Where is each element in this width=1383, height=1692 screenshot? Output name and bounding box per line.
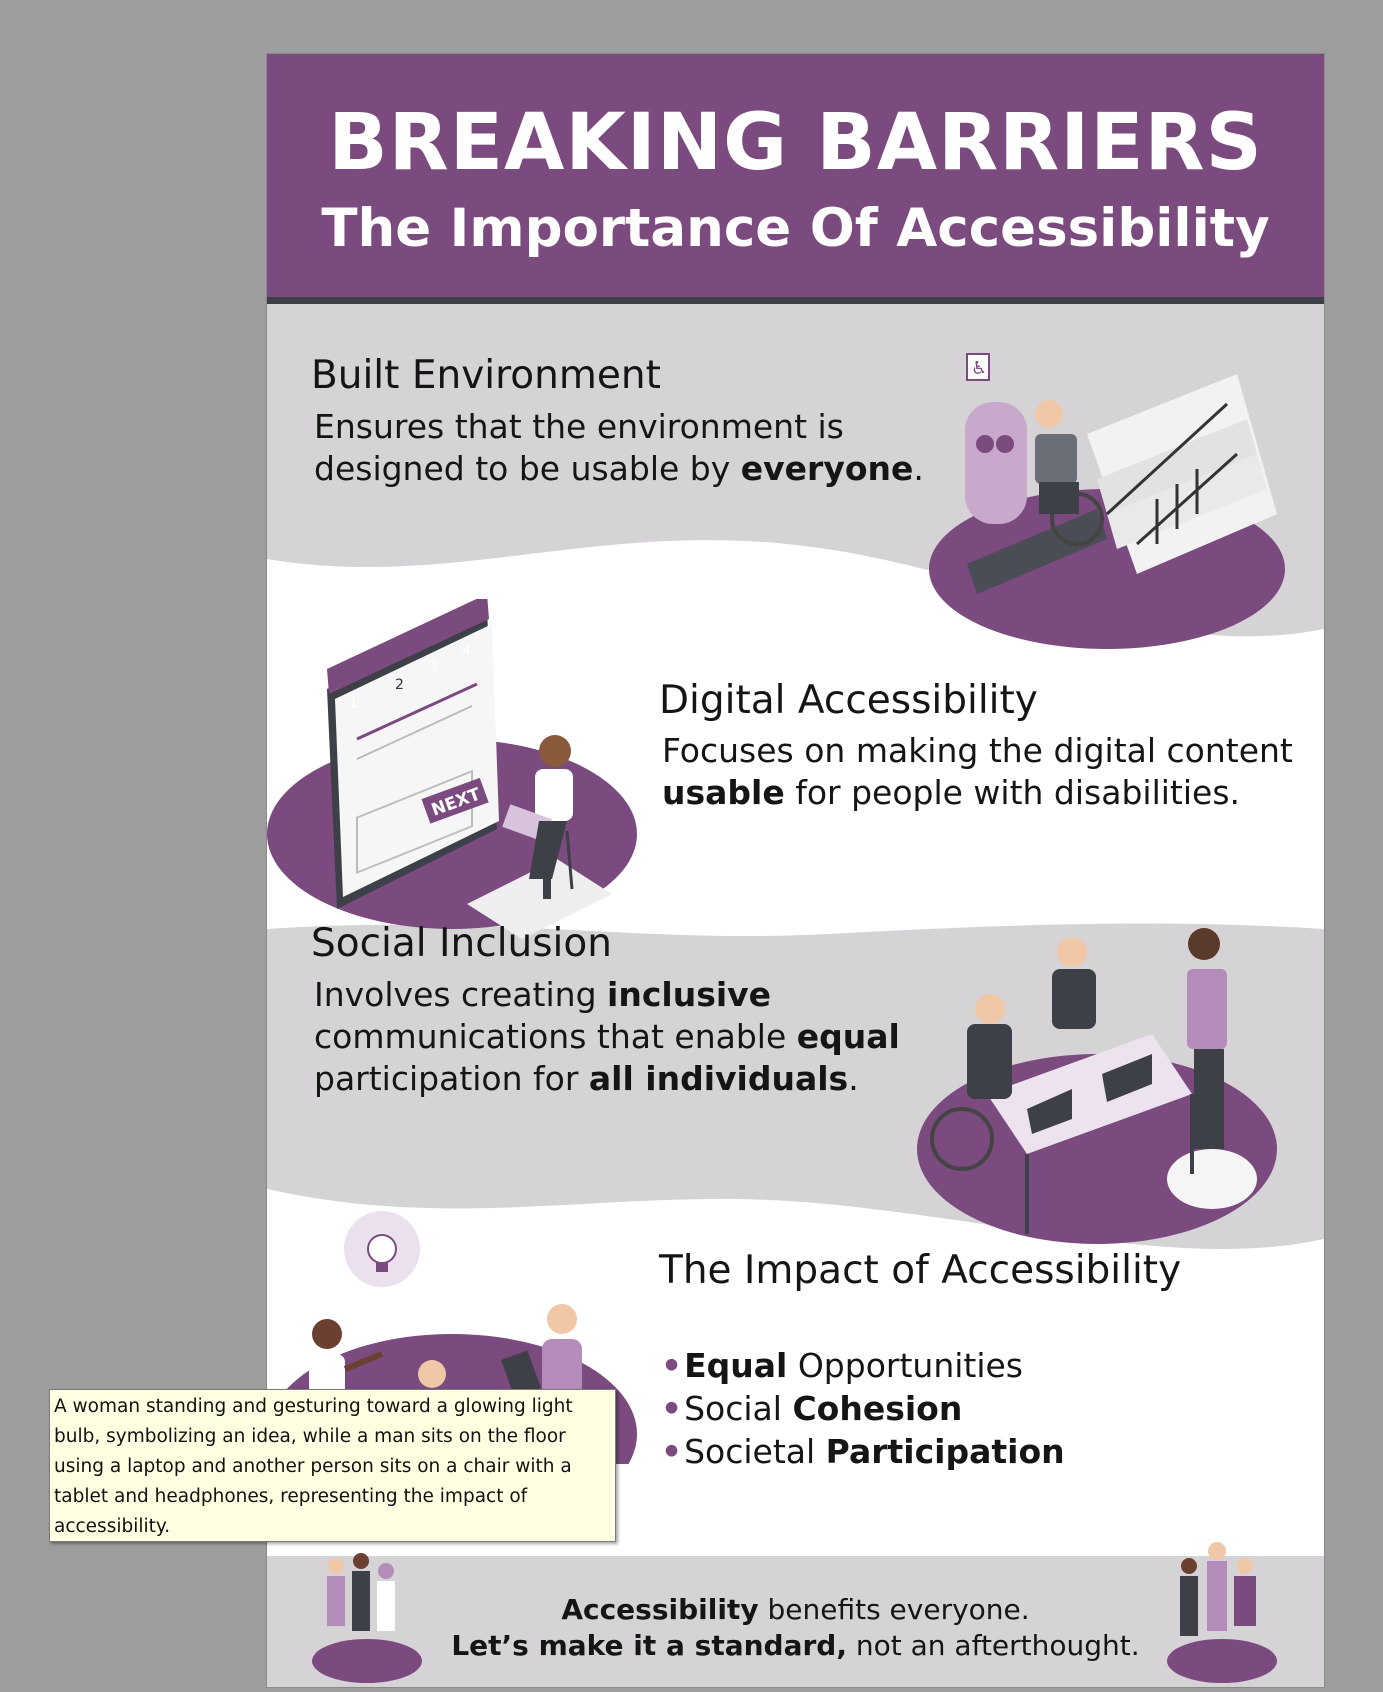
impact-list	[661, 1344, 1065, 1473]
bold-text: usable	[662, 773, 785, 812]
page-tab-2: 2	[395, 677, 404, 693]
text-run: Opportunities	[787, 1346, 1024, 1385]
footer-message	[417, 1592, 1174, 1664]
section-heading-digital-accessibility: Digital Accessibility	[659, 678, 1038, 723]
bold-text: everyone	[740, 449, 914, 488]
bullet-icon: •	[661, 1389, 683, 1428]
page-tab-4: 4	[462, 643, 471, 659]
office-meeting-illustration	[912, 914, 1297, 1254]
text-run: for people with disabilities.	[784, 773, 1240, 812]
poster-subtitle: The Importance Of Accessibility	[321, 198, 1270, 259]
bold-text: inclusive	[607, 975, 772, 1014]
page-tab-1: 1	[349, 695, 358, 711]
text-line	[314, 974, 900, 1016]
bold-text: Cohesion	[792, 1389, 963, 1428]
footer-line-1	[417, 1592, 1174, 1628]
svg-text:♿: ♿	[971, 358, 988, 379]
bullet-icon: •	[661, 1432, 683, 1471]
group-right-illustration	[1162, 1516, 1282, 1686]
section-text-built-environment	[314, 406, 924, 490]
text-run: Social	[684, 1389, 793, 1428]
bold-text: equal	[796, 1017, 900, 1056]
footer-line-2	[417, 1628, 1174, 1664]
text-line	[314, 406, 924, 448]
text-run: Societal	[684, 1432, 826, 1471]
next-button-label: NEXT	[428, 784, 484, 821]
bullet-icon: •	[661, 1346, 683, 1385]
bold-text: all individuals	[588, 1059, 849, 1098]
text-line	[314, 1058, 900, 1100]
laptop-user-illustration	[267, 599, 647, 944]
text-line	[662, 772, 1293, 814]
section-heading-built-environment: Built Environment	[311, 353, 661, 398]
header-banner	[267, 54, 1324, 304]
page-tab-3: 3	[429, 659, 438, 675]
text-run: .	[848, 1059, 859, 1098]
footer-line-2-bold: Let’s make it a standard,	[451, 1629, 847, 1662]
footer-line-1-rest: benefits everyone.	[758, 1593, 1030, 1626]
text-line	[314, 1016, 900, 1058]
footer-line-2-rest: not an afterthought.	[846, 1629, 1140, 1662]
alt-text-tooltip: A woman standing and gesturing toward a glowing light bulb, symbolizing an idea, while a man sits on the floor using a laptop and another person sits on a chair with a tablet and headphones, representing the impact of accessibility.	[49, 1389, 616, 1542]
section-text-digital-accessibility	[662, 730, 1293, 814]
text-line	[662, 730, 1293, 772]
impact-list-item	[661, 1430, 1065, 1473]
poster-title: BREAKING BARRIERS	[328, 98, 1263, 188]
text-line	[314, 448, 924, 490]
impact-list-item	[661, 1387, 1065, 1430]
text-run: Involves creating	[314, 975, 608, 1014]
text-run: Focuses on making the digital content	[662, 731, 1293, 770]
bold-text: Equal	[684, 1346, 788, 1385]
section-text-social-inclusion	[314, 974, 900, 1100]
impact-heading: The Impact of Accessibility	[659, 1248, 1182, 1293]
text-run: participation for	[314, 1059, 589, 1098]
text-run: .	[913, 449, 924, 488]
footer-line-1-bold: Accessibility	[561, 1593, 759, 1626]
impact-list-item	[661, 1344, 1065, 1387]
text-run: designed to be usable by	[314, 449, 741, 488]
wheelchair-ramp-illustration	[907, 314, 1287, 674]
footer-banner	[267, 1556, 1324, 1687]
text-run: Ensures that the environment is	[314, 407, 844, 446]
text-run: communications that enable	[314, 1017, 797, 1056]
bold-text: Participation	[825, 1432, 1065, 1471]
group-left-illustration	[307, 1536, 427, 1686]
section-heading-social-inclusion: Social Inclusion	[311, 921, 612, 966]
